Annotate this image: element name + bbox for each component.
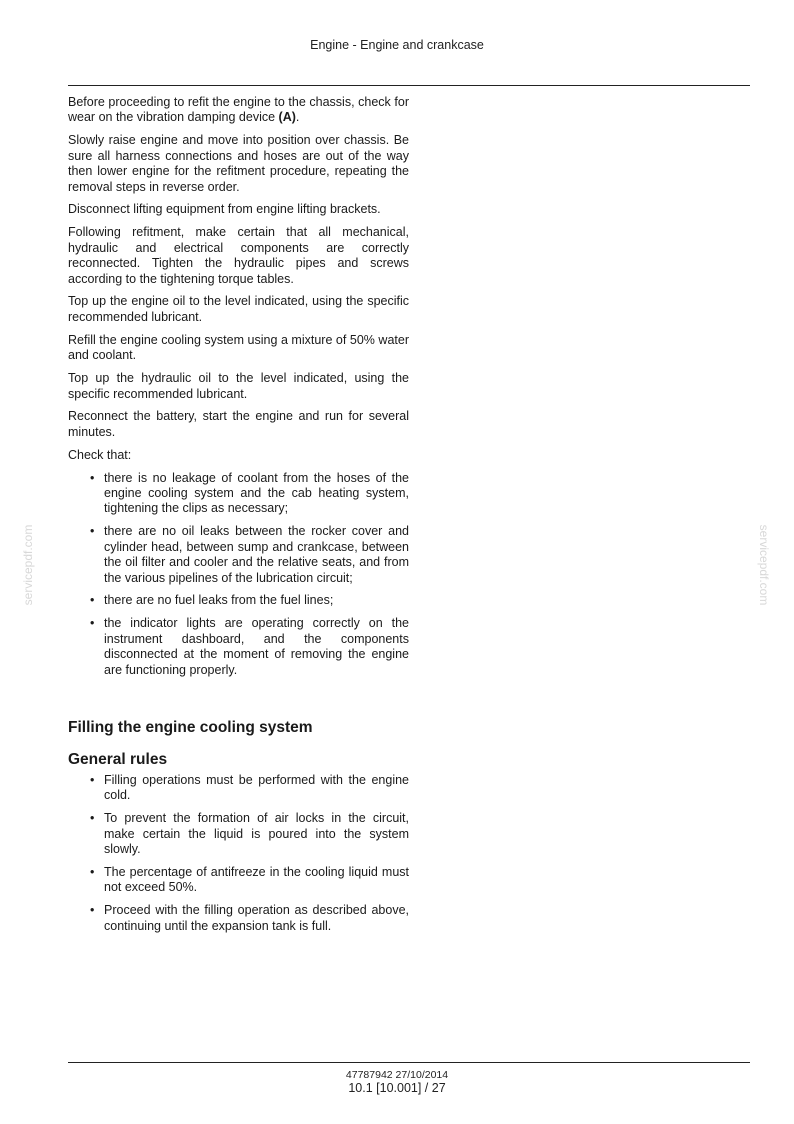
- bullet-icon: •: [90, 811, 95, 826]
- bullet-icon: •: [90, 903, 95, 918]
- section-title: Filling the engine cooling system: [68, 719, 313, 736]
- rules-list: [68, 773, 409, 934]
- list-item: • Filling operations must be performed with the engine cold.: [90, 773, 409, 803]
- paragraph-raise-engine: Slowly raise engine and move into position over chassis. Be sure all harness connections and hoses are out of the way then lower engine for the refitment procedure, repeating the removal steps in reverse order.: [68, 133, 409, 194]
- footer-divider: [68, 1062, 750, 1063]
- paragraph-refit-check: Before proceeding to refit the engine to the chassis, check for wear on the vibration damping device (A).: [68, 95, 409, 125]
- bullet-icon: •: [90, 616, 95, 631]
- check-list: [68, 471, 409, 678]
- page-header-title: Engine - Engine and crankcase: [310, 38, 484, 52]
- list-item: • there is no leakage of coolant from the hoses of the engine cooling system and the cab heating system, tightening the clips as necessary;: [90, 470, 409, 516]
- list-item: • there are no oil leaks between the rocker cover and cylinder head, between sump and crankcase, between the oil filter and cooler and the relative seats, and from the various pipelines of the lubrication circuit;: [90, 524, 409, 585]
- paragraph-refill-cooling: Refill the engine cooling system using a mixture of 50% water and coolant.: [68, 332, 409, 363]
- list-item: • the indicator lights are operating correctly on the instrument dashboard, and the components disconnected at the moment of removing the engine are functioning properly.: [90, 616, 409, 677]
- watermark-right: servicepdf.com: [757, 524, 771, 606]
- footer-page-number: 10.1 [10.001] / 27: [348, 1081, 446, 1095]
- bullet-icon: •: [90, 865, 95, 880]
- paragraph-disconnect-lifting: Disconnect lifting equipment from engine lifting brackets.: [68, 202, 381, 217]
- list-item: • To prevent the formation of air locks in the circuit, make certain the liquid is poured into the system slowly.: [90, 811, 409, 857]
- main-content: [68, 95, 409, 942]
- paragraph-following-refitment: Following refitment, make certain that all mechanical, hydraulic and electrical components are correctly reconnected. Tighten the hydraulic pipes and screws according to the tightening torque tables.: [68, 225, 409, 286]
- bullet-icon: •: [90, 773, 95, 787]
- list-item: • The percentage of antifreeze in the cooling liquid must not exceed 50%.: [90, 865, 409, 895]
- bullet-icon: •: [90, 593, 95, 608]
- watermark-left: servicepdf.com: [21, 524, 35, 606]
- bullet-icon: •: [90, 470, 95, 485]
- paragraph-check-that: Check that:: [68, 447, 132, 462]
- header-divider: [68, 85, 750, 86]
- subsection-title: General rules: [68, 751, 168, 768]
- list-item: • Proceed with the filling operation as described above, continuing until the expansion tank is full.: [90, 903, 409, 933]
- paragraph-engine-oil: Top up the engine oil to the level indicated, using the specific recommended lubricant.: [68, 294, 409, 324]
- paragraph-hydraulic-oil: Top up the hydraulic oil to the level indicated, using the specific recommended lubricant.: [68, 371, 409, 401]
- label-a: (A): [278, 110, 296, 125]
- footer-document-code: 47787942 27/10/2014: [345, 1069, 449, 1081]
- bullet-icon: •: [90, 524, 95, 539]
- paragraph-reconnect-battery: Reconnect the battery, start the engine and run for several minutes.: [68, 409, 409, 439]
- list-item: • there are no fuel leaks from the fuel lines;: [90, 593, 334, 608]
